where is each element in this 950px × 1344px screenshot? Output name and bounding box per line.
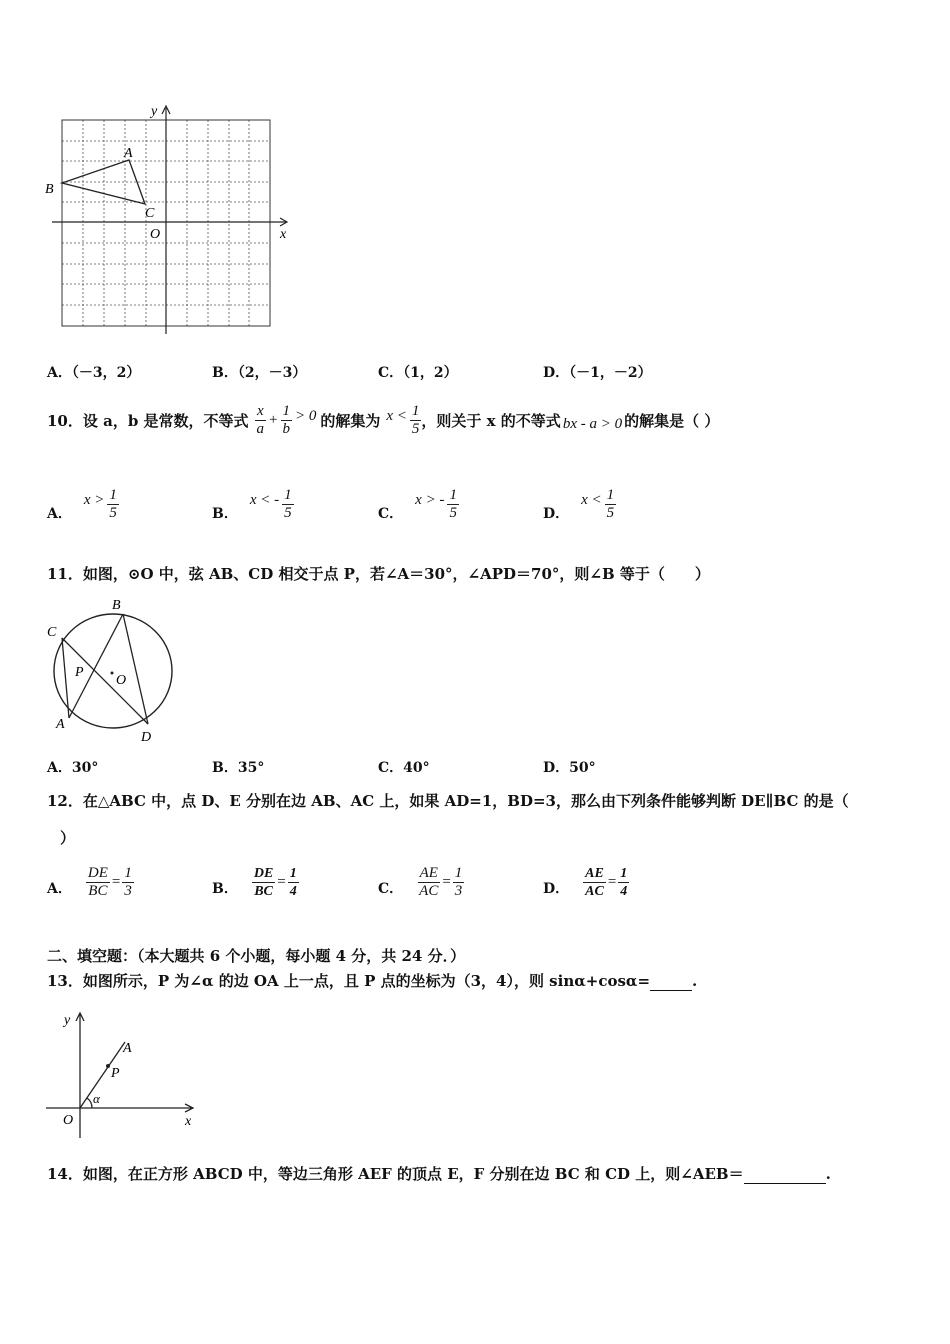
x-label: x xyxy=(185,1114,192,1129)
o-label: O xyxy=(63,1113,74,1128)
q12-option-a[interactable]: A． $\frac{DE}{BC}$ = $\frac{1}{3}$ xyxy=(47,864,132,899)
q11-option-b[interactable]: B．35° xyxy=(212,760,265,776)
label-p: P xyxy=(75,665,84,680)
segment-bd xyxy=(123,614,148,724)
x-axis-label: x xyxy=(280,227,287,242)
section-fill-in-title: 二、填空题：（本大题共 6 个小题，每小题 4 分，共 24 分．） xyxy=(47,947,466,965)
label-o: O xyxy=(116,673,127,688)
q12-stem-line2: ） xyxy=(60,829,76,847)
q12-stem-line1: 12．在△ABC 中，点 D、E 分别在边 AB、AC 上，如果 AD=1，BD=3，那么由下列条件能够判断 DE∥BC 的是（ xyxy=(47,792,849,810)
q14-stem: 14．如图，在正方形 ABCD 中，等边三角形 AEF 的顶点 E，F 分别在边 BC 和 CD 上，则∠AEB＝ . xyxy=(47,1165,831,1183)
label-b: B xyxy=(112,598,121,613)
q14-answer-blank[interactable] xyxy=(744,1165,826,1184)
q9-option-a[interactable]: A．（－3，2） xyxy=(47,365,141,381)
q10-stem: 10． 设 a，b 是常数，不等式 $\frac{x}{a}$ + $\frac{1}{b}$ > 0 的解集为 x < $\frac{1}{5}$ ，则关于 x 的不等式 bx - a > 0 的解集是（ ） xyxy=(47,402,720,437)
q10-solution-frac: $\frac{1}{5}$ xyxy=(411,402,420,437)
angle-arc xyxy=(87,1098,92,1108)
circle-o xyxy=(54,614,172,728)
point-p-dot xyxy=(106,1064,110,1068)
q9-option-c[interactable]: C．（1，2） xyxy=(378,365,458,381)
q12-option-c[interactable]: C． $\frac{AE}{AC}$ = $\frac{1}{3}$ xyxy=(378,864,463,899)
q11-option-d[interactable]: D．50° xyxy=(543,760,596,776)
q10-option-b[interactable]: B． x < - $\frac{1}{5}$ xyxy=(212,486,292,522)
a-label: A xyxy=(123,1041,132,1056)
origin-label: O xyxy=(150,227,161,242)
q10-option-d[interactable]: D． x < $\frac{1}{5}$ xyxy=(543,486,615,522)
y-label: y xyxy=(64,1013,71,1028)
center-dot xyxy=(111,672,114,675)
p-label: P xyxy=(111,1066,120,1081)
q12-option-d[interactable]: D． $\frac{AE}{AC}$ = $\frac{1}{4}$ xyxy=(543,865,628,899)
q10-option-a[interactable]: A． x > $\frac{1}{5}$ xyxy=(47,486,117,522)
label-d: D xyxy=(141,730,152,745)
q13-answer-blank[interactable] xyxy=(650,972,692,991)
coordinate-grid-figure xyxy=(40,100,300,340)
q10-option-c[interactable]: C． x > - $\frac{1}{5}$ xyxy=(378,486,457,522)
chord-cd xyxy=(62,638,148,724)
alpha-label: α xyxy=(93,1091,100,1106)
point-c-label: C xyxy=(145,206,155,221)
q12-option-b[interactable]: B． $\frac{DE}{BC}$ = $\frac{1}{4}$ xyxy=(212,865,297,899)
label-a: A xyxy=(56,717,65,732)
q9-option-d[interactable]: D．（－1，－2） xyxy=(543,365,652,381)
q11-option-c[interactable]: C．40° xyxy=(378,760,430,776)
q10-frac-x-over-a: $\frac{x}{a}$ xyxy=(256,402,265,437)
angle-alpha-figure xyxy=(40,1005,205,1140)
q11-option-a[interactable]: A．30° xyxy=(47,760,99,776)
axes xyxy=(52,106,287,334)
q13-stem: 13．如图所示，P 为∠α 的边 OA 上一点，且 P 点的坐标为（3，4），则 sinα+cosα= . xyxy=(47,972,698,990)
point-b-label: B xyxy=(45,182,54,197)
q10-frac-1-over-b: $\frac{1}{b}$ xyxy=(282,402,290,437)
q11-stem: 11．如图，⊙O 中，弦 AB、CD 相交于点 P，若∠A＝30°，∠APD＝70°，则∠B 等于（ ） xyxy=(47,565,710,583)
y-axis-label: y xyxy=(151,104,158,119)
point-a-label: A xyxy=(124,146,133,161)
circle-chords-figure xyxy=(40,590,190,750)
label-c: C xyxy=(47,625,57,640)
q9-option-b[interactable]: B．（2，－3） xyxy=(212,365,307,381)
